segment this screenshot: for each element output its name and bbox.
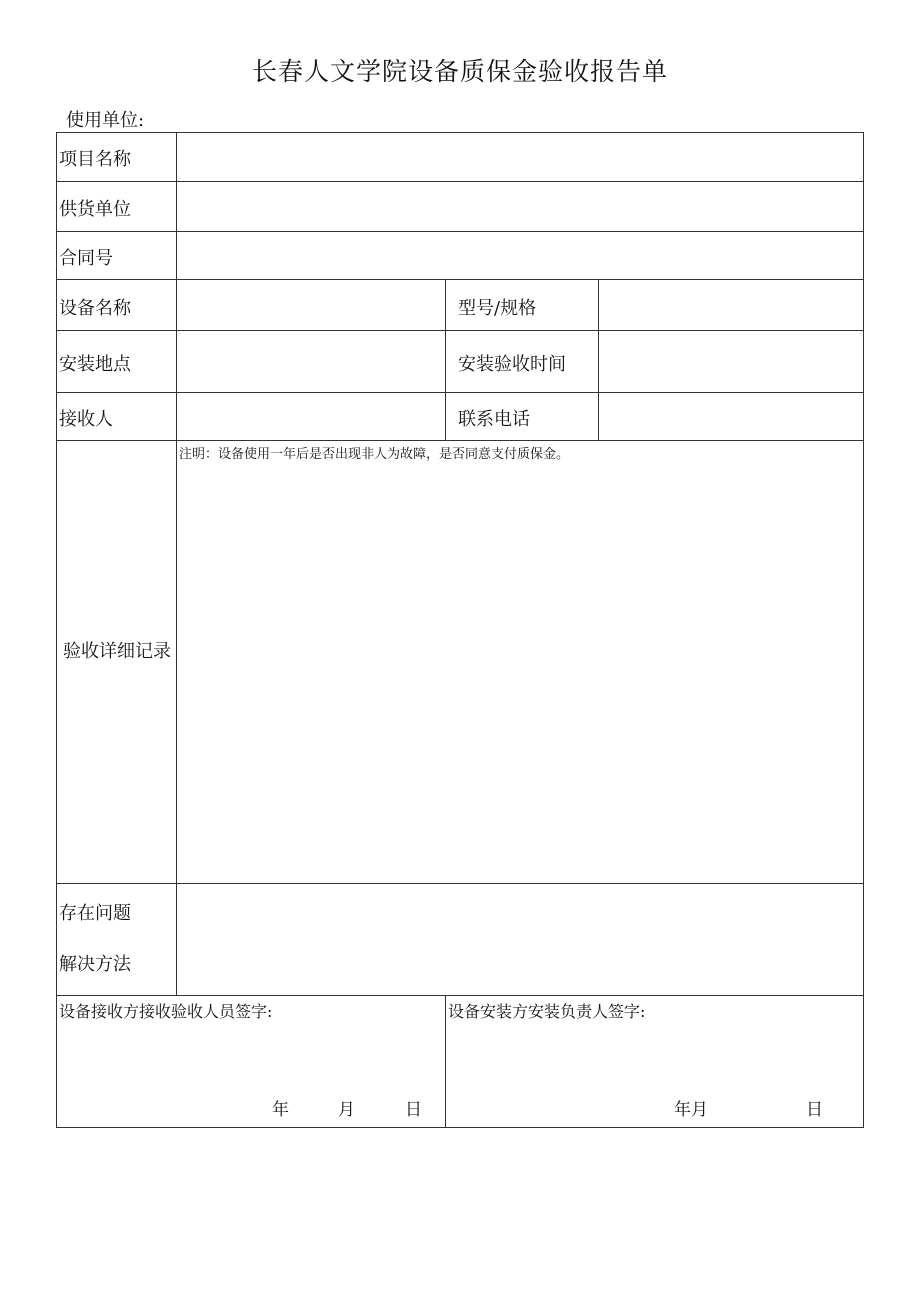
mid-column-divider bbox=[445, 279, 446, 441]
phone-field[interactable] bbox=[599, 393, 863, 440]
row-divider bbox=[56, 995, 864, 996]
receiver-date-month: 月 bbox=[338, 1100, 355, 1120]
issues-label-line1: 存在问题 bbox=[59, 903, 131, 924]
install-location-field[interactable] bbox=[177, 331, 445, 392]
detail-record-field[interactable] bbox=[177, 462, 863, 883]
row-divider bbox=[56, 440, 864, 441]
supplier-field[interactable] bbox=[177, 182, 863, 231]
install-accept-time-label: 安装验收时间 bbox=[458, 354, 566, 375]
detail-note: 注明：设备使用一年后是否出现非人为故障，是否同意支付质保金。 bbox=[179, 447, 570, 462]
installer-signature-area[interactable] bbox=[446, 1022, 863, 1092]
project-name-field[interactable] bbox=[177, 133, 863, 181]
receiver-date-year: 年 bbox=[272, 1100, 289, 1120]
table-border-left bbox=[56, 132, 57, 1128]
supplier-label: 供货单位 bbox=[59, 199, 131, 220]
install-location-label: 安装地点 bbox=[59, 354, 131, 375]
equipment-name-label: 设备名称 bbox=[59, 298, 131, 319]
model-spec-field[interactable] bbox=[599, 280, 863, 330]
phone-label: 联系电话 bbox=[458, 409, 530, 430]
table-border-bottom bbox=[56, 1127, 864, 1128]
receiver-signature-area[interactable] bbox=[57, 1022, 445, 1092]
installer-date-day: 日 bbox=[806, 1100, 823, 1120]
issues-label bbox=[59, 888, 131, 990]
receiver-label: 接收人 bbox=[59, 409, 113, 430]
installer-signature-label: 设备安装方安装负责人签字: bbox=[448, 1002, 646, 1021]
receiver-signature-label: 设备接收方接收验收人员签字: bbox=[59, 1002, 273, 1021]
project-name-label: 项目名称 bbox=[59, 149, 131, 170]
receiver-date-day: 日 bbox=[405, 1100, 422, 1120]
install-accept-time-field[interactable] bbox=[599, 331, 863, 392]
contract-no-label: 合同号 bbox=[59, 248, 113, 269]
contract-no-field[interactable] bbox=[177, 232, 863, 279]
installer-date-year-month: 年月 bbox=[674, 1100, 708, 1120]
issues-field[interactable] bbox=[177, 884, 863, 995]
using-unit-label: 使用单位: bbox=[66, 110, 145, 131]
receiver-field[interactable] bbox=[177, 393, 445, 440]
detail-record-label bbox=[58, 628, 176, 676]
page-title: 长春人文学院设备质保金验收报告单 bbox=[251, 57, 668, 86]
issues-label-line2: 解决方法 bbox=[59, 954, 131, 975]
detail-record-label-text: 验收详细记录 bbox=[63, 641, 171, 662]
table-border-right bbox=[863, 132, 864, 1128]
equipment-name-field[interactable] bbox=[177, 280, 445, 330]
model-spec-label: 型号/规格 bbox=[458, 298, 537, 319]
